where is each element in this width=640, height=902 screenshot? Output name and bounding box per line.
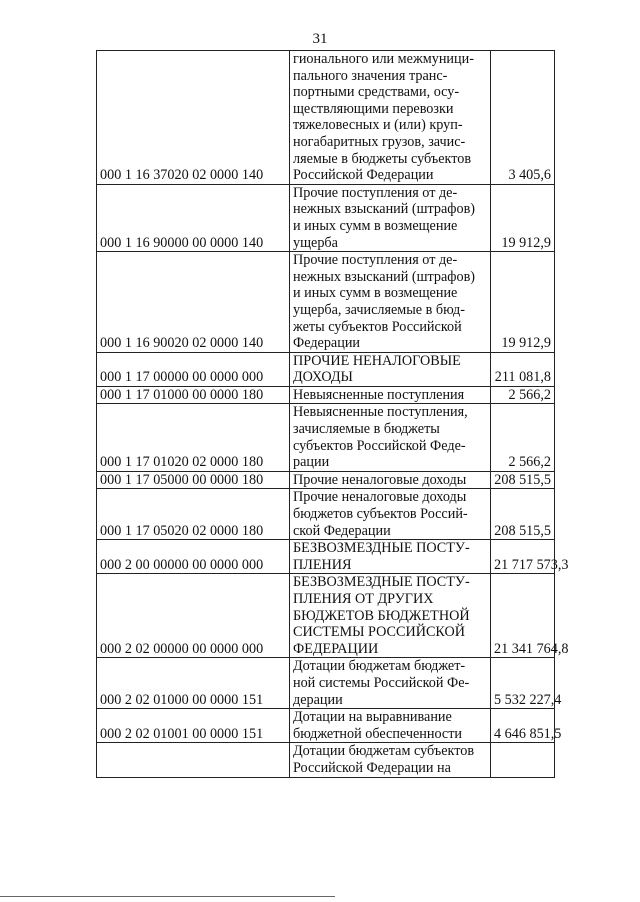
budget-revenue-table: [96, 50, 569, 778]
amount-cell: 4 646 851,5: [491, 709, 555, 743]
budget-code-cell: 000 1 17 01020 02 0000 180: [97, 404, 290, 471]
amount-cell: 208 515,5: [491, 471, 555, 489]
budget-code-cell: 000 1 16 90020 02 0000 140: [97, 252, 290, 353]
budget-code-cell: 000 2 00 00000 00 0000 000: [97, 540, 290, 574]
table-row: [97, 404, 555, 471]
amount-cell: 2 566,2: [491, 404, 555, 471]
budget-code-cell: [97, 743, 290, 777]
amount-cell: 2 566,2: [491, 386, 555, 404]
amount-cell: 211 081,8: [491, 352, 555, 386]
table-row: [97, 743, 555, 777]
footer-divider: [0, 896, 335, 897]
revenue-name-cell: БЕЗВОЗМЕЗДНЫЕ ПОСТУ- ПЛЕНИЯ: [290, 540, 491, 574]
table-row: [97, 489, 555, 540]
table-row: [97, 471, 555, 489]
revenue-name-cell: Невыясненные поступления: [290, 386, 491, 404]
table-row: [97, 574, 555, 658]
revenue-name-cell: гионального или межмуници- пального значения транс- портными средствами, осу- ществляющими перевозки тяжеловесных и (или) круп- ногабаритных грузов, зачис- ляемые в бюджеты субъектов Российской Федерации: [290, 51, 491, 185]
revenue-name-cell: Прочие неналоговые доходы: [290, 471, 491, 489]
table-row: [97, 386, 555, 404]
revenue-name-cell: Прочие поступления от де- нежных взысканий (штрафов) и иных сумм в возмещение ущерба: [290, 184, 491, 251]
budget-code-cell: 000 1 16 37020 02 0000 140: [97, 51, 290, 185]
revenue-name-cell: Прочие поступления от де- нежных взысканий (штрафов) и иных сумм в возмещение ущерба, зачисляемые в бюд- жеты субъектов Российской Федерации: [290, 252, 491, 353]
amount-cell: 21 717 573,3: [491, 540, 555, 574]
table-row: [97, 184, 555, 251]
table-row: [97, 352, 555, 386]
revenue-name-cell: Дотации на выравнивание бюджетной обеспеченности: [290, 709, 491, 743]
budget-code-cell: 000 1 16 90000 00 0000 140: [97, 184, 290, 251]
amount-cell: 21 341 764,8: [491, 574, 555, 658]
amount-cell: [491, 743, 555, 777]
budget-code-cell: 000 2 02 00000 00 0000 000: [97, 574, 290, 658]
page-number: 31: [312, 31, 328, 47]
revenue-name-cell: Дотации бюджетам субъектов Российской Федерации на: [290, 743, 491, 777]
revenue-name-cell: Дотации бюджетам бюджет- ной системы Российской Фе- дерации: [290, 658, 491, 709]
amount-cell: 19 912,9: [491, 252, 555, 353]
amount-cell: 3 405,6: [491, 51, 555, 185]
budget-code-cell: 000 1 17 05000 00 0000 180: [97, 471, 290, 489]
table-row: [97, 709, 555, 743]
budget-code-cell: 000 2 02 01000 00 0000 151: [97, 658, 290, 709]
revenue-name-cell: ПРОЧИЕ НЕНАЛОГОВЫЕ ДОХОДЫ: [290, 352, 491, 386]
budget-code-cell: 000 1 17 01000 00 0000 180: [97, 386, 290, 404]
budget-code-cell: 000 2 02 01001 00 0000 151: [97, 709, 290, 743]
table-row: [97, 658, 555, 709]
amount-cell: 208 515,5: [491, 489, 555, 540]
revenue-name-cell: БЕЗВОЗМЕЗДНЫЕ ПОСТУ- ПЛЕНИЯ ОТ ДРУГИХ БЮДЖЕТОВ БЮДЖЕТНОЙ СИСТЕМЫ РОССИЙСКОЙ ФЕДЕРАЦИИ: [290, 574, 491, 658]
amount-cell: 5 532 227,4: [491, 658, 555, 709]
revenue-name-cell: Прочие неналоговые доходы бюджетов субъектов Россий- ской Федерации: [290, 489, 491, 540]
table-row: [97, 252, 555, 353]
budget-code-cell: 000 1 17 00000 00 0000 000: [97, 352, 290, 386]
table-row: [97, 51, 555, 185]
revenue-name-cell: Невыясненные поступления, зачисляемые в бюджеты субъектов Российской Феде- рации: [290, 404, 491, 471]
budget-code-cell: 000 1 17 05020 02 0000 180: [97, 489, 290, 540]
amount-cell: 19 912,9: [491, 184, 555, 251]
table-row: [97, 540, 555, 574]
